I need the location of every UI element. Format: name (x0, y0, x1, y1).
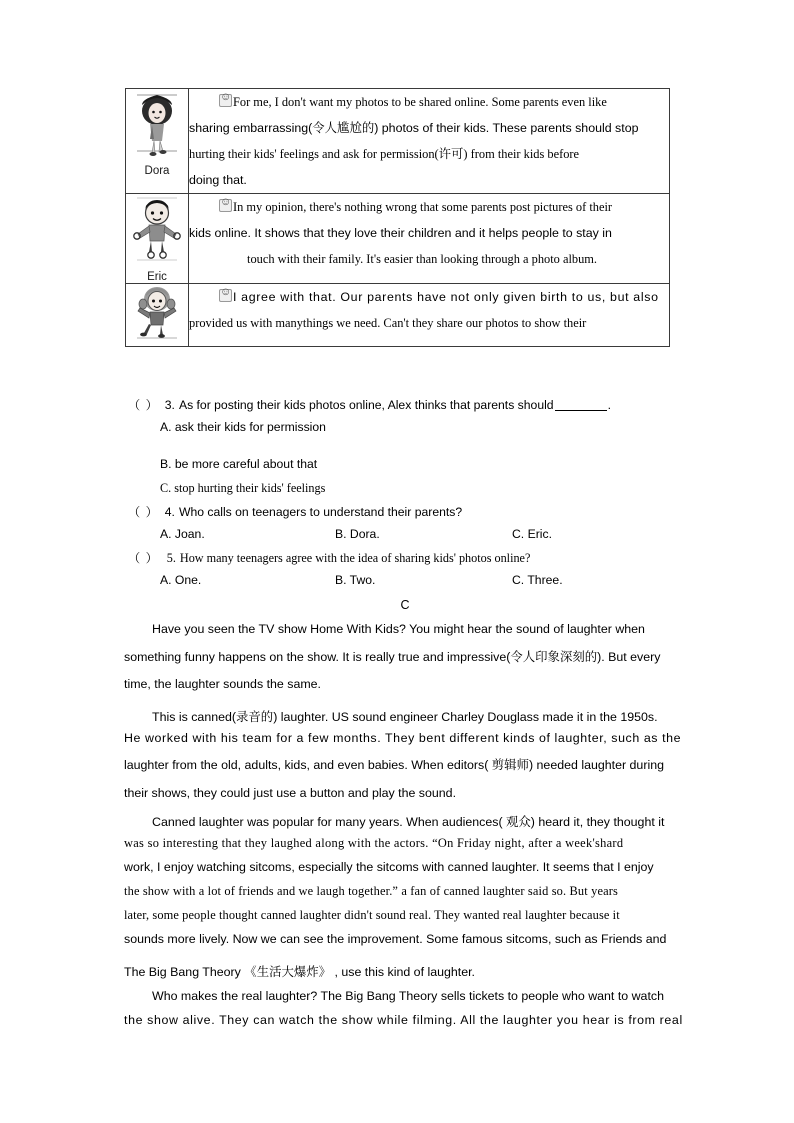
option-c[interactable]: C. Eric. (512, 527, 552, 541)
smiley-face-icon (219, 199, 232, 212)
question-text: Who calls on teenagers to understand their parents? (178, 505, 463, 519)
question-4-stem (128, 505, 462, 520)
opinion-line: sharing embarrassing(令人尴尬的) photos of their kids. These parents should stop (189, 121, 639, 135)
avatar (126, 284, 188, 346)
opinion-line: touch with their family. It's easier than looking through a photo album. (247, 252, 598, 266)
opinion-text-eric (189, 194, 670, 284)
passage-line: was so interesting that they laughed along with the actors. “On Friday night, after a week'shard (124, 836, 624, 850)
section-letter-c: C (400, 598, 410, 612)
answer-bracket[interactable]: （ ） (128, 398, 159, 412)
question-text: How many teenagers agree with the idea of sharing kids' photos online? (179, 551, 531, 565)
passage-line: later, some people thought canned laughter didn't sound real. They wanted real laughter because it (124, 908, 620, 922)
boy-jumping-avatar (128, 194, 186, 272)
question-3-stem (128, 398, 611, 413)
opinion-text-dora (189, 89, 670, 194)
option-b[interactable]: B. Dora. (335, 527, 380, 541)
opinion-line: ☺I agree with that. Our parents have not only given birth to us, but also (189, 284, 669, 310)
avatar (126, 89, 188, 165)
smiley-face-icon (219, 94, 232, 107)
question-number: 5. (166, 551, 176, 565)
passage-line: the show with a lot of friends and we laugh together.” a fan of canned laughter said so. But years (124, 884, 619, 898)
girl-with-bob-haircut-avatar (128, 89, 186, 165)
question-number: 3. (164, 398, 175, 412)
avatar-label-eric: Eric (147, 271, 167, 283)
avatar (126, 194, 188, 272)
passage-line: This is canned(录音的) laughter. US sound engineer Charley Douglass made it in the 1950s. (152, 710, 658, 724)
opinion-line: ☺In my opinion, there's nothing wrong that some parents post pictures of their (189, 194, 669, 220)
answer-blank (555, 399, 607, 411)
avatar-cell-joan (126, 284, 189, 347)
opinion-line: kids online. It shows that they love their children and it helps people to stay in (189, 226, 612, 240)
option-c[interactable]: C. Three. (512, 573, 563, 587)
table-row (126, 194, 670, 284)
opinion-line: provided us with manythings we need. Can't they share our photos to show their (189, 316, 587, 330)
option-a[interactable]: A. Joan. (160, 527, 205, 541)
passage-line: something funny happens on the show. It is really true and impressive(令人印象深刻的). But every (124, 650, 661, 664)
option-a[interactable]: A. One. (160, 573, 202, 587)
avatar-cell-eric (126, 194, 189, 284)
girl-with-pigtails-avatar (128, 284, 186, 346)
option-a[interactable]: A. ask their kids for permission (160, 420, 326, 434)
opinions-table (125, 88, 670, 347)
opinion-line: hurting their kids' feelings and ask for permission(许可) from their kids before (189, 147, 580, 161)
question-5-stem (128, 551, 530, 566)
question-text: As for posting their kids photos online, Alex thinks that parents should (178, 398, 554, 412)
answer-bracket[interactable]: （ ） (128, 505, 159, 519)
passage-line: the show alive. They can watch the show while filming. All the laughter you hear is from real (124, 1013, 683, 1027)
passage-line: time, the laughter sounds the same. (124, 677, 321, 691)
smiley-face-icon (219, 289, 232, 302)
question-number: 4. (164, 505, 175, 519)
table-row (126, 284, 670, 347)
passage-line: work, I enjoy watching sitcoms, especially the sitcoms with canned laughter. It seems that I enjoy (124, 860, 654, 874)
avatar-label-dora: Dora (144, 165, 170, 177)
answer-bracket[interactable]: （ ） (128, 551, 159, 565)
passage-line: their shows, they could just use a button and play the sound. (124, 786, 457, 800)
passage-line: He worked with his team for a few months. They bent different kinds of laughter, such as the (124, 731, 682, 745)
passage-line: sounds more lively. Now we can see the improvement. Some famous sitcoms, such as Friends and (124, 932, 667, 946)
passage-line: laughter from the old, adults, kids, and even babies. When editors( 剪辑师) needed laughter during (124, 758, 664, 772)
option-b[interactable]: B. Two. (335, 573, 376, 587)
avatar-cell-dora (126, 89, 189, 194)
question-period: . (607, 398, 611, 412)
passage-line: Have you seen the TV show Home With Kids? You might hear the sound of laughter when (152, 622, 645, 636)
table-row (126, 89, 670, 194)
option-c[interactable]: C. stop hurting their kids' feelings (160, 481, 326, 495)
passage-line: Who makes the real laughter? The Big Bang Theory sells tickets to people who want to watch (152, 989, 664, 1003)
passage-line: The Big Bang Theory 《生活大爆炸》 , use this kind of laughter. (124, 965, 475, 979)
opinion-line: ☺For me, I don't want my photos to be shared online. Some parents even like (189, 89, 669, 115)
passage-line: Canned laughter was popular for many years. When audiences( 观众) heard it, they thought it (152, 815, 665, 829)
opinion-line: doing that. (189, 173, 247, 187)
opinion-text-joan (189, 284, 670, 347)
option-b[interactable]: B. be more careful about that (160, 457, 318, 471)
